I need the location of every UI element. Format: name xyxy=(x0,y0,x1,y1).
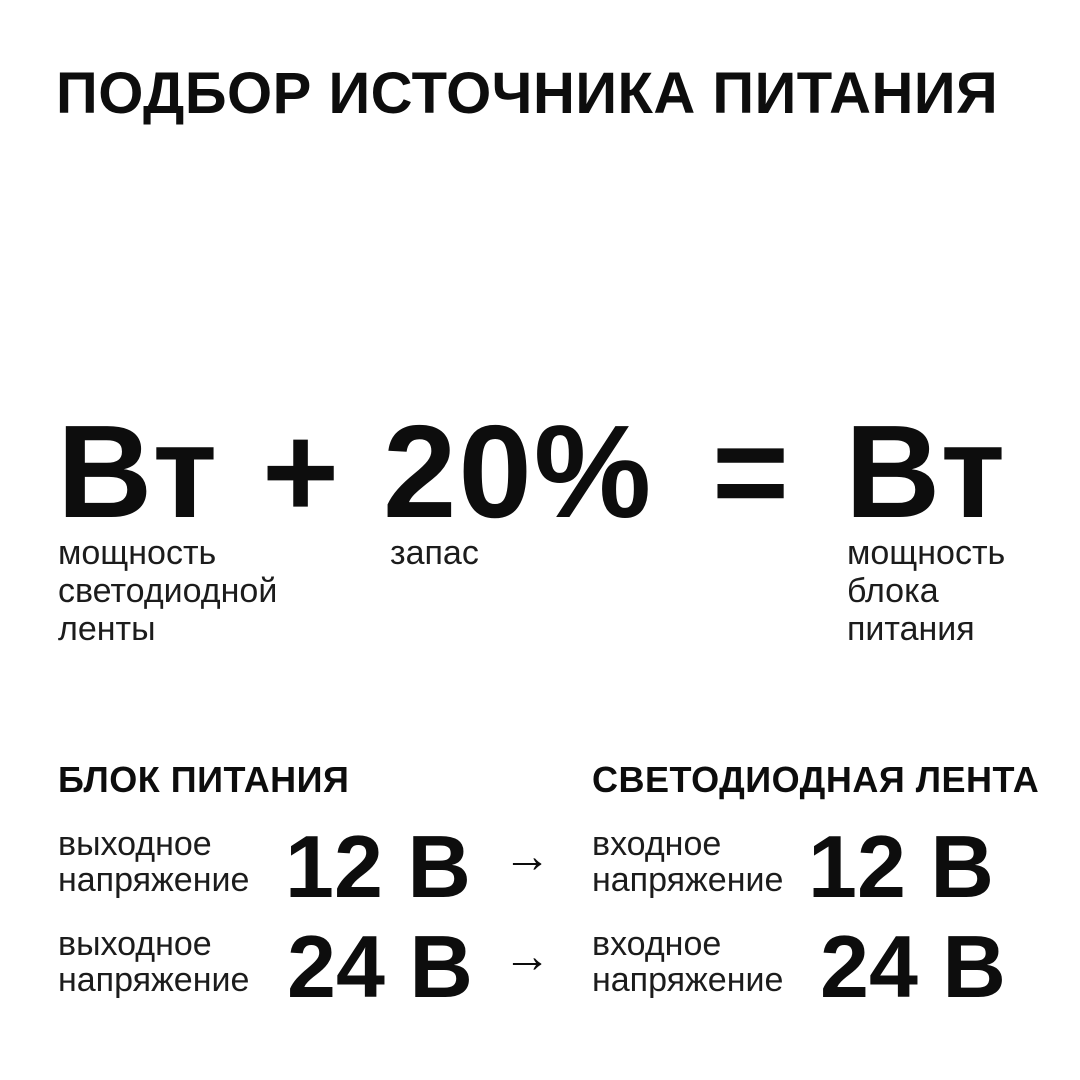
arrow-right-icon: → xyxy=(503,930,551,983)
plus-operator: + xyxy=(262,398,342,545)
equals-operator: = xyxy=(712,398,792,545)
formula-strip-watts: Вт xyxy=(57,398,220,545)
margin-label: запас xyxy=(390,534,479,572)
output-voltage-label: выходное напряжение xyxy=(58,925,250,999)
output-voltage-value: 12 В xyxy=(285,817,471,916)
formula-percent: 20% xyxy=(383,398,654,545)
page-title: ПОДБОР ИСТОЧНИКА ПИТАНИЯ xyxy=(56,61,999,126)
psu-power-label: мощность блока питания xyxy=(847,534,1006,648)
output-voltage-label: выходное напряжение xyxy=(58,825,250,899)
formula-psu-watts: Вт xyxy=(845,398,1008,545)
psu-column-header: БЛОК ПИТАНИЯ xyxy=(58,759,350,800)
led-column-header: СВЕТОДИОДНАЯ ЛЕНТА xyxy=(592,759,1040,800)
arrow-right-icon: → xyxy=(503,830,551,883)
input-voltage-label: входное напряжение xyxy=(592,925,784,999)
input-voltage-label: входное напряжение xyxy=(592,825,784,899)
output-voltage-value: 24 В xyxy=(287,917,473,1016)
strip-power-label: мощность светодиодной ленты xyxy=(58,534,278,648)
input-voltage-value: 12 В xyxy=(808,817,994,916)
input-voltage-value: 24 В xyxy=(820,917,1006,1016)
